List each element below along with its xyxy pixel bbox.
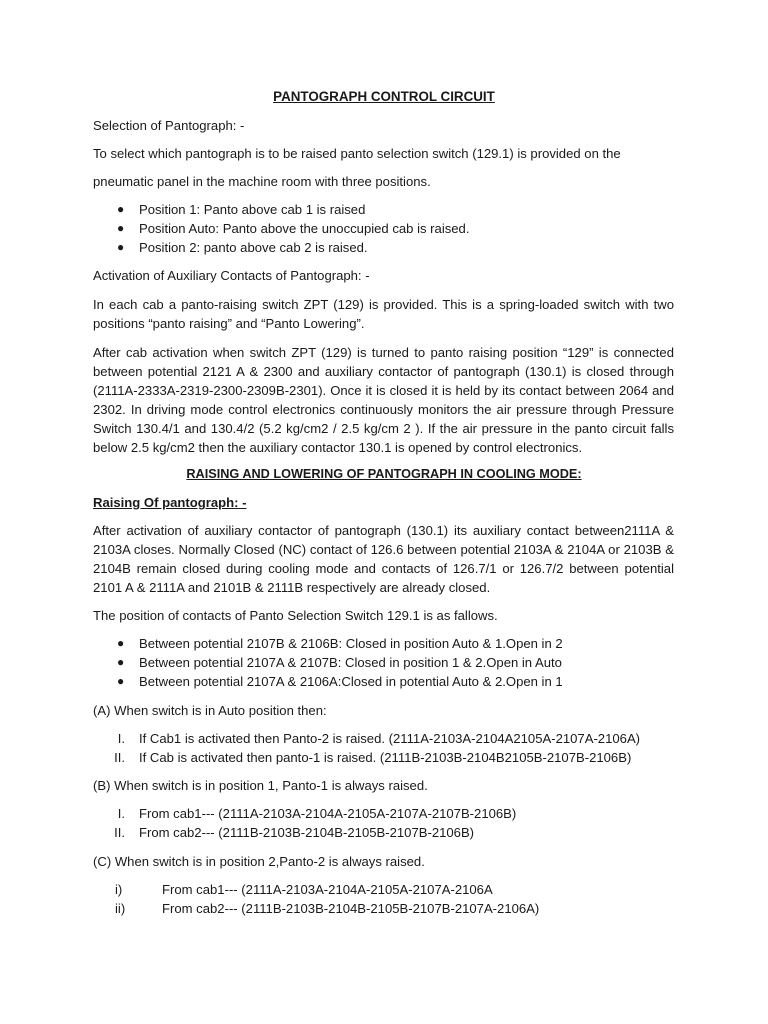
list-item: ● Position Auto: Panto above the unoccupied cab is raised. bbox=[117, 221, 470, 236]
raising-paragraph: After activation of auxiliary contactor of pantograph (130.1) its auxiliary contact between2111A & 2103A closes. Normally Closed (NC) contact of 126.6 between potential 2103A & 2104A or 2103B & 2104B remain closed during cooling mode and contacts of 126.7/1 or 126.7/2 between potential 2101 A & 2111A and 2101B & 2111B respectively are already closed. bbox=[93, 523, 674, 595]
list-item: I. From cab1--- (2111A-2103A-2104A-2105A-2107A-2107B-2106B) bbox=[117, 806, 517, 821]
list-item: I. If Cab1 is activated then Panto-2 is raised. (2111A-2103A-2104A2105A-2107A-2106A) bbox=[117, 731, 641, 746]
switch-position-list bbox=[117, 634, 563, 691]
case-b-list bbox=[114, 804, 517, 842]
list-item: ● Between potential 2107A & 2106A:Closed in potential Auto & 2.Open in 1 bbox=[117, 674, 563, 689]
bullet-icon: ● bbox=[117, 221, 125, 235]
case-c-list bbox=[115, 880, 540, 918]
page-title: PANTOGRAPH CONTROL CIRCUIT bbox=[273, 89, 495, 104]
list-item: II. If Cab is activated then panto-1 is raised. (2111B-2103B-2104B2105B-2107B-2106B) bbox=[114, 750, 632, 765]
list-item: II. From cab2--- (2111B-2103B-2104B-2105B-2107B-2106B) bbox=[114, 825, 475, 840]
positions-intro: The position of contacts of Panto Selection Switch 129.1 is as fallows. bbox=[93, 608, 498, 623]
case-b-heading: (B) When switch is in position 1, Panto-1 is always raised. bbox=[93, 778, 428, 793]
raising-heading: Raising Of pantograph: - bbox=[93, 495, 247, 510]
cooling-mode-heading: RAISING AND LOWERING OF PANTOGRAPH IN COOLING MODE: bbox=[186, 467, 582, 481]
selection-heading: Selection of Pantograph: - bbox=[93, 118, 245, 133]
list-item: ● Between potential 2107B & 2106B: Closed in position Auto & 1.Open in 2 bbox=[117, 636, 563, 651]
list-item: ● Between potential 2107A & 2107B: Closed in position 1 & 2.Open in Auto bbox=[117, 655, 562, 670]
position-bullet-list bbox=[117, 200, 470, 257]
list-item: ● Position 2: panto above cab 2 is raised. bbox=[117, 240, 368, 255]
activation-paragraph-2: After cab activation when switch ZPT (129) is turned to panto raising position “129” is connected between potential 2121 A & 2300 and auxiliary contactor of pantograph (130.1) is closed through (2111A-2333A-2319-2300-2309B-2301). Once it is closed it is held by its contact between 2064 and 2302. In driving mode control electronics continuously monitors the air pressure through Pressure Switch 130.4/1 and 130.4/2 (5.2 kg/cm2 / 2.5 kg/cm 2 ). If the air pressure in the panto circuit falls below 2.5 kg/cm2 then the auxiliary contactor 130.1 is opened by control electronics. bbox=[93, 345, 674, 455]
selection-line-2: pneumatic panel in the machine room with three positions. bbox=[93, 174, 431, 189]
list-item: i) From cab1--- (2111A-2103A-2104A-2105A-2107A-2106A bbox=[115, 882, 493, 897]
case-a-list bbox=[114, 729, 641, 767]
bullet-icon: ● bbox=[117, 655, 125, 669]
bullet-icon: ● bbox=[117, 636, 125, 650]
list-item: ● Position 1: Panto above cab 1 is raised bbox=[117, 202, 366, 217]
selection-line-1: To select which pantograph is to be raised panto selection switch (129.1) is provided on the bbox=[93, 146, 621, 161]
bullet-icon: ● bbox=[117, 202, 125, 216]
bullet-icon: ● bbox=[117, 240, 125, 254]
case-c-heading: (C) When switch is in position 2,Panto-2 is always raised. bbox=[93, 854, 425, 869]
list-item: ii) From cab2--- (2111B-2103B-2104B-2105B-2107B-2107A-2106A) bbox=[115, 901, 540, 916]
activation-paragraph-1: In each cab a panto-raising switch ZPT (129) is provided. This is a spring-loaded switch with two positions “panto raising” and “Panto Lowering”. bbox=[93, 297, 674, 331]
activation-heading: Activation of Auxiliary Contacts of Pantograph: - bbox=[93, 268, 370, 283]
case-a-heading: (A) When switch is in Auto position then: bbox=[93, 703, 327, 718]
bullet-icon: ● bbox=[117, 674, 125, 688]
